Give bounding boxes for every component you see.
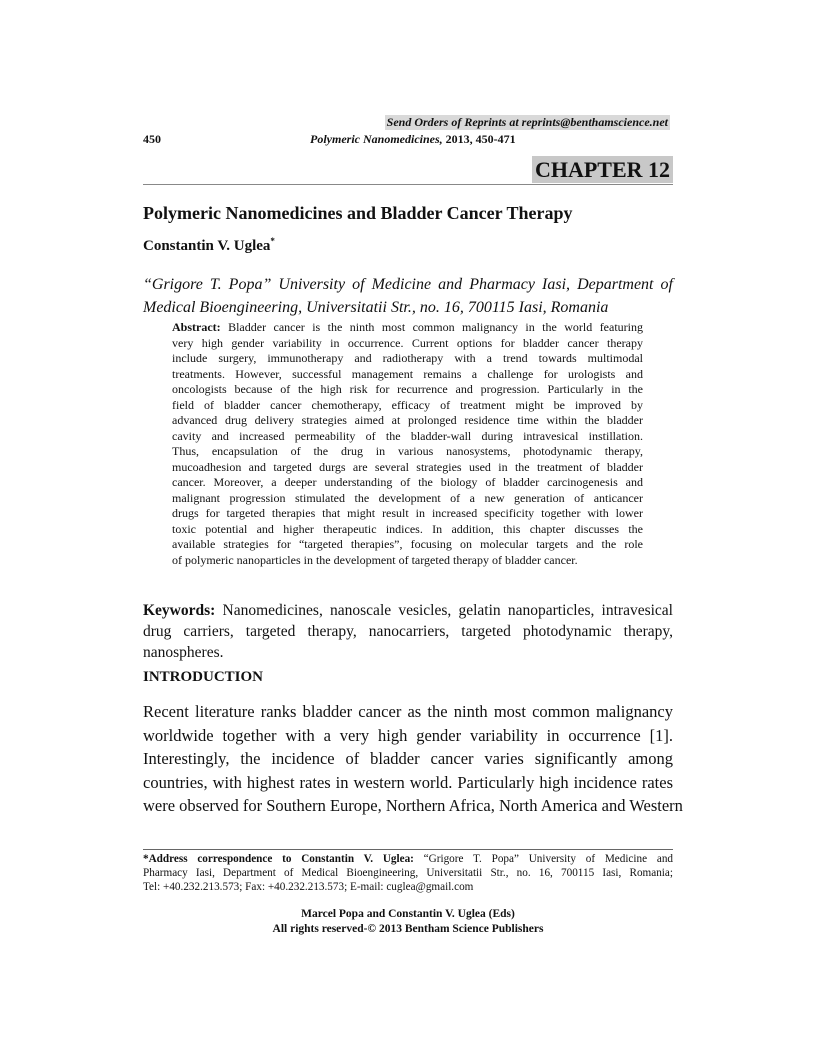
abstract-line: of polymeric nanoparticles in the development of targeted therapy of bladder cancer. — [172, 552, 578, 567]
abstract-line — [172, 320, 643, 336]
abstract-line: malignant progression stimulated the development of a new generation of anticancer — [172, 490, 643, 505]
journal-citation — [310, 132, 516, 146]
editors: Marcel Popa and Constantin V. Uglea (Eds) — [301, 908, 515, 920]
abstract-line: available strategies for “targeted therapies”, focusing on molecular targets and the role — [172, 537, 643, 551]
article-title: Polymeric Nanomedicines and Bladder Cancer Therapy — [143, 203, 573, 223]
section-heading: INTRODUCTION — [143, 669, 264, 685]
abstract-line: toxic potential and higher therapeutic indices. In addition, this chapter discusses the — [172, 521, 643, 536]
keywords — [143, 600, 673, 663]
affiliation — [143, 273, 673, 319]
publisher-info — [0, 907, 816, 937]
body-line: Recent literature ranks bladder cancer as the ninth most common malignancy — [143, 702, 673, 721]
author-mark: * — [270, 236, 275, 246]
abstract-line: include surgery, immunotherapy and radiotherapy with a trend towards multimodal — [172, 351, 643, 365]
abstract-line: Thus, encapsulation of the drug in various nanosystems, photodynamic therapy, — [172, 444, 643, 458]
footnote-line: Pharmacy Iasi, Department of Medical Bioengineering, Universitatii Str., no. 16, 700115 Iasi, Romania; — [143, 867, 673, 879]
line-text: Nanomedicines, nanoscale vesicles, gelatin nanoparticles, intravesical — [215, 602, 673, 619]
introduction-body — [143, 700, 683, 818]
affiliation-line: “Grigore T. Popa” University of Medicine and Pharmacy Iasi, Department of — [143, 276, 673, 293]
abstract-line: drugs for targeted therapies that might result in increased specificity together with lower — [172, 506, 643, 520]
abstract-line: oncologists because of the high risk for recurrence and progression. Particularly in the — [172, 382, 643, 396]
author-name: Constantin V. Uglea — [143, 238, 271, 254]
body-line: countries, with highest rates in western world. Particularly high incidence rates — [143, 772, 673, 792]
journal-details: 2013, 450-471 — [442, 132, 516, 146]
affiliation-line: Medical Bioengineering, Universitatii Str., no. 16, 700115 Iasi, Romania — [143, 299, 609, 316]
line-text: Bladder cancer is the ninth most common malignancy in the world featuring — [220, 320, 643, 334]
abstract — [172, 320, 643, 568]
author — [143, 232, 275, 256]
body-line: Interestingly, the incidence of bladder cancer varies significantly among — [143, 749, 673, 768]
abstract-line: field of bladder cancer chemotherapy, efficacy of treatment might be improved by — [172, 397, 643, 412]
chapter-label: CHAPTER 12 — [532, 156, 673, 183]
keywords-line — [143, 600, 673, 621]
abstract-line: treatments. However, successful management remains a challenge for urologists and — [172, 366, 643, 381]
reprint-notice: Send Orders of Reprints at reprints@benthamscience.net — [386, 115, 668, 129]
page-number: 450 — [143, 132, 161, 146]
keywords-line: drug carriers, targeted therapy, nanocarriers, targeted photodynamic therapy, — [143, 623, 673, 640]
copyright: All rights reserved-© 2013 Bentham Science Publishers — [272, 923, 544, 935]
abstract-line: cavity and increased permeability of the bladder-wall during intravesical instillation. — [172, 428, 643, 443]
body-line: worldwide together with a very high gender variability in occurrence [1]. — [143, 725, 673, 745]
abstract-line: advanced drug delivery strategies aimed at prolonged residence time within the bladder — [172, 413, 643, 427]
abstract-line: mucoadhesion and targeted durgs are several strategies used in the treatment of bladder — [172, 459, 643, 474]
footnote-line — [143, 852, 673, 866]
body-line: were observed for Southern Europe, Northern Africa, North America and Western — [143, 796, 683, 815]
footnote-rule — [143, 849, 673, 850]
header-rule — [143, 184, 673, 185]
journal-title: Polymeric Nanomedicines, — [310, 132, 443, 146]
label: Keywords: — [143, 602, 216, 619]
abstract-line: very high gender variability in occurrence. Current options for bladder cancer therapy — [172, 335, 643, 350]
footnote — [143, 852, 673, 894]
label: *Address correspondence to Constantin V. Uglea: — [143, 853, 414, 865]
abstract-line: cancer. Moreover, a deeper understanding of the biology of bladder carcinogenesis and — [172, 475, 643, 489]
footnote-line: Tel: +40.232.213.573; Fax: +40.232.213.573; E-mail: cuglea@gmail.com — [143, 881, 474, 893]
keywords-line: nanospheres. — [143, 644, 224, 661]
line-text: “Grigore T. Popa” University of Medicine and — [413, 853, 674, 865]
label: Abstract: — [172, 320, 221, 334]
